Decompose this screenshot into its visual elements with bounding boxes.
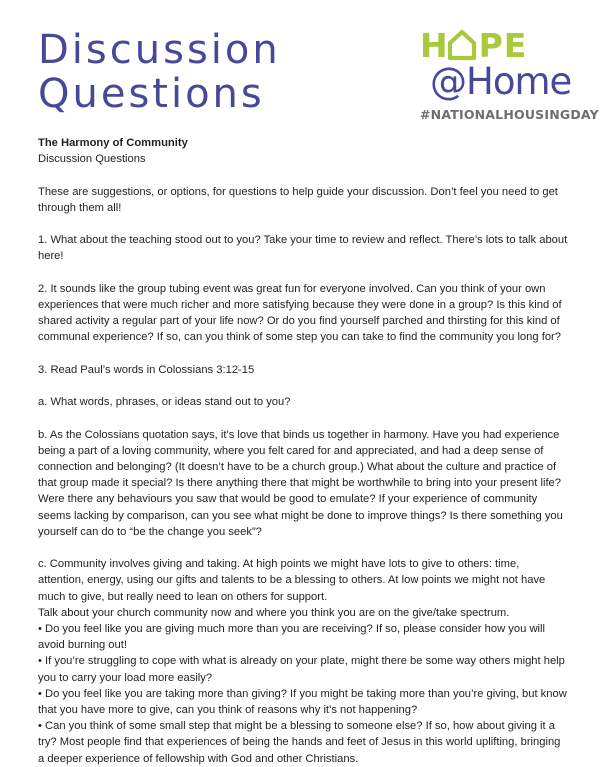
page-title-line-2: Questions [38, 71, 265, 117]
house-icon [447, 29, 477, 61]
question-3b: b. As the Colossians quotation says, it’s love that binds us together in harmony. Have you had experience being a part of a loving community, where you felt cared for and appreciated, and had a deep sense of connection and belonging? (It doesn’t have to be a church group.) What about the culture and practice of that group made it special? Is there anything there that might be worthwhile to bring into your present life? Were there any behaviours you saw that would be good to emulate? If your experience of community seems lacking by comparison, can you see what might be done to improve things? Is there something you yourself can do to “be the change you seek”? [38, 428, 563, 538]
question-3c: c. Community involves giving and taking. At high points we might have lots to give to others: time, attention, energy, using our gifts and talents to be a blessing to others. At low points we might not have much to give, but really need to lean on others for support. [38, 558, 546, 603]
logo-hope-h: H [420, 26, 449, 65]
bullet-item: • Can you think of some small step that might be a blessing to someone else? If so, how about giving it a try? Most people find that experiences of being the hands and feet of Jesus in this world uplifting, bringing a deeper experience of fellowship with God and other Christians. [38, 720, 561, 765]
document-heading: The Harmony of Community [38, 137, 188, 149]
page-title [38, 28, 281, 116]
document-subheading: Discussion Questions [38, 153, 146, 166]
logo-hashtag: #NATIONALHOUSINGDAY [420, 107, 599, 122]
question-1: 1. What about the teaching stood out to you? Take your time to review and reflect. There’s lots to talk about here! [38, 234, 568, 263]
bullet-item: • Do you feel like you are giving much more than you are receiving? If so, please consider how you will avoid burning out! [38, 622, 545, 652]
bullet-item: • If you’re struggling to cope with what is already on your plate, might there be some way others might help you to carry your load more easily? [38, 655, 565, 684]
hope-at-home-logo [418, 26, 599, 128]
question-2: 2. It sounds like the group tubing event was great fun for everyone involved. Can you think of your own experiences that were much richer and more satisfying because they were done in a group? Is this kind of shared activity a regular part of your life now? Or do you find yourself parched and thirsting for this kind of communal experience? If so, can you think of some step you can take to find the community you long for? [38, 282, 562, 344]
intro-paragraph: These are suggestions, or options, for questions to help guide your discussion. Don’t feel you need to get through them all! [38, 185, 558, 214]
document-body [38, 135, 568, 767]
question-3a: a. What words, phrases, or ideas stand out to you? [38, 396, 291, 409]
logo-hope-pe: PE [478, 26, 528, 65]
question-3: 3. Read Paul’s words in Colossians 3:12-15 [38, 363, 255, 376]
page-title-line-1: Discussion [38, 27, 281, 73]
logo-at-home: @Home [430, 60, 572, 103]
bullet-item: • Do you feel like you are taking more than giving? If you might be taking more than you’re giving, but know that you have more to give, can you think of reasons why it’s not happening? [38, 687, 567, 716]
question-3c-talk: Talk about your church community now and where you think you are on the give/take spectrum. [38, 606, 510, 619]
